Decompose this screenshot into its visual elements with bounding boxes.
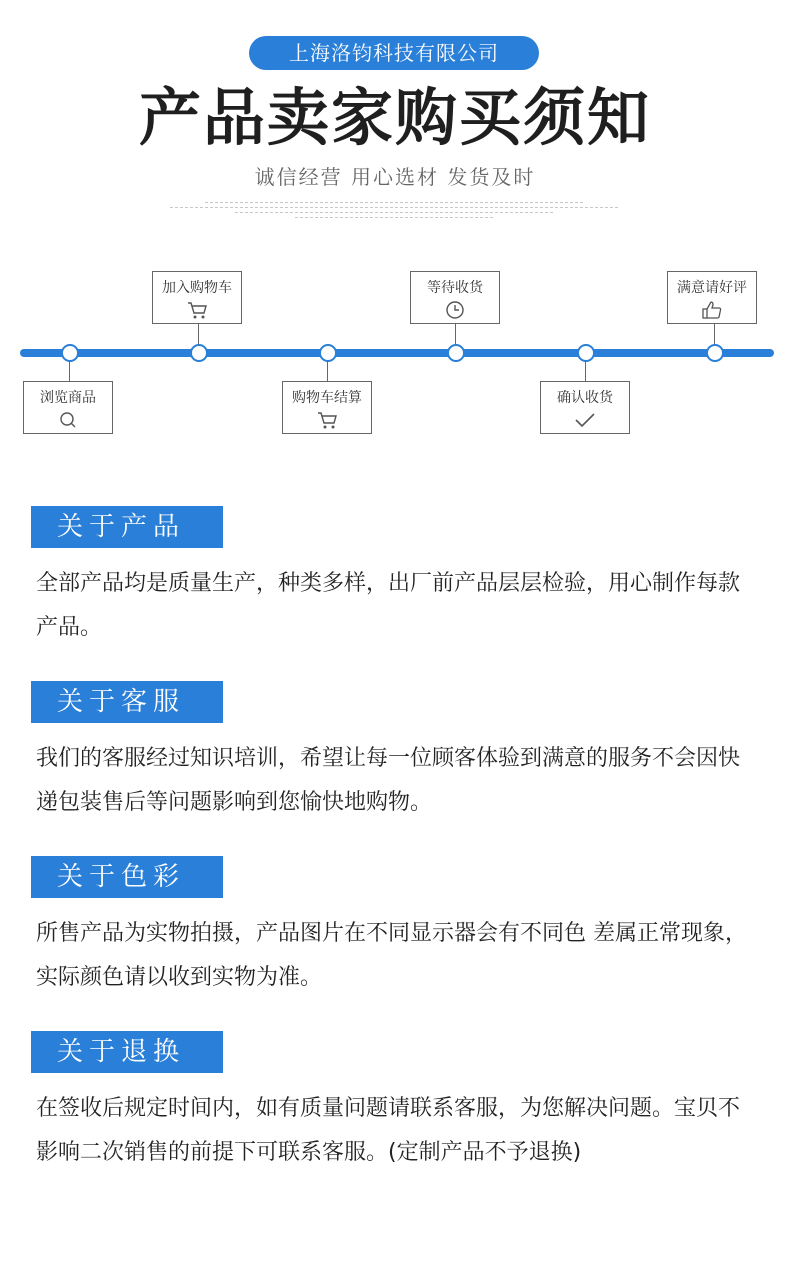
step-confirm-receipt <box>540 381 630 434</box>
section-text-product: 全部产品均是质量生产，种类多样，出厂前产品层层检验，用心制作每款产品。 <box>36 571 741 640</box>
search-icon <box>56 410 80 430</box>
section-header-color: 关于色彩 <box>31 856 223 898</box>
timeline-node-5 <box>577 344 595 362</box>
step-label: 确认收货 <box>557 390 613 406</box>
step-label: 满意请好评 <box>677 280 747 296</box>
timeline-node-2 <box>190 344 208 362</box>
timeline-stem-6 <box>714 324 715 344</box>
step-leave-good-review <box>667 271 757 324</box>
timeline-stem-3 <box>327 361 328 381</box>
timeline-node-1 <box>61 344 79 362</box>
step-label: 购物车结算 <box>292 390 362 406</box>
step-add-to-cart <box>152 271 242 324</box>
step-label: 加入购物车 <box>162 280 232 296</box>
clock-icon <box>443 300 467 320</box>
section-text-color: 所售产品为实物拍摄，产品图片在不同显示器会有不同色 差属正常现象，实际颜色请以收到实物为准。 <box>36 921 747 990</box>
page-subtitle: 诚信经营 用心选材 发货及时 <box>254 165 536 189</box>
section-text-returns: 在签收后规定时间内，如有质量问题请联系客服，为您解决问题。宝贝不影响二次销售的前提下可联系客服。(定制产品不予退换) <box>36 1096 741 1165</box>
step-label: 等待收货 <box>427 280 483 296</box>
timeline-node-6 <box>706 344 724 362</box>
timeline-stem-1 <box>69 361 70 381</box>
company-name-badge: 上海洛钧科技有限公司 <box>249 36 539 70</box>
section-header-returns: 关于退换 <box>31 1031 223 1073</box>
thumbs-up-icon <box>700 300 724 320</box>
step-browse-products <box>23 381 113 434</box>
decorative-fine-lines <box>170 198 620 220</box>
step-label: 浏览商品 <box>40 390 96 406</box>
section-text-customer-service: 我们的客服经过知识培训，希望让每一位顾客体验到满意的服务不会因快递包装售后等问题影响到您愉快地购物。 <box>36 746 741 815</box>
section-header-product: 关于产品 <box>31 506 223 548</box>
cart-icon <box>185 300 209 320</box>
cart-icon <box>315 410 339 430</box>
timeline-stem-5 <box>585 361 586 381</box>
step-await-delivery <box>410 271 500 324</box>
page-title: 产品卖家购买须知 <box>138 81 651 154</box>
timeline-node-3 <box>319 344 337 362</box>
section-header-customer-service: 关于客服 <box>31 681 223 723</box>
check-icon <box>573 410 597 430</box>
timeline-stem-4 <box>455 324 456 344</box>
process-timeline-bar <box>20 349 774 357</box>
timeline-stem-2 <box>198 324 199 344</box>
step-cart-checkout <box>282 381 372 434</box>
timeline-node-4 <box>447 344 465 362</box>
